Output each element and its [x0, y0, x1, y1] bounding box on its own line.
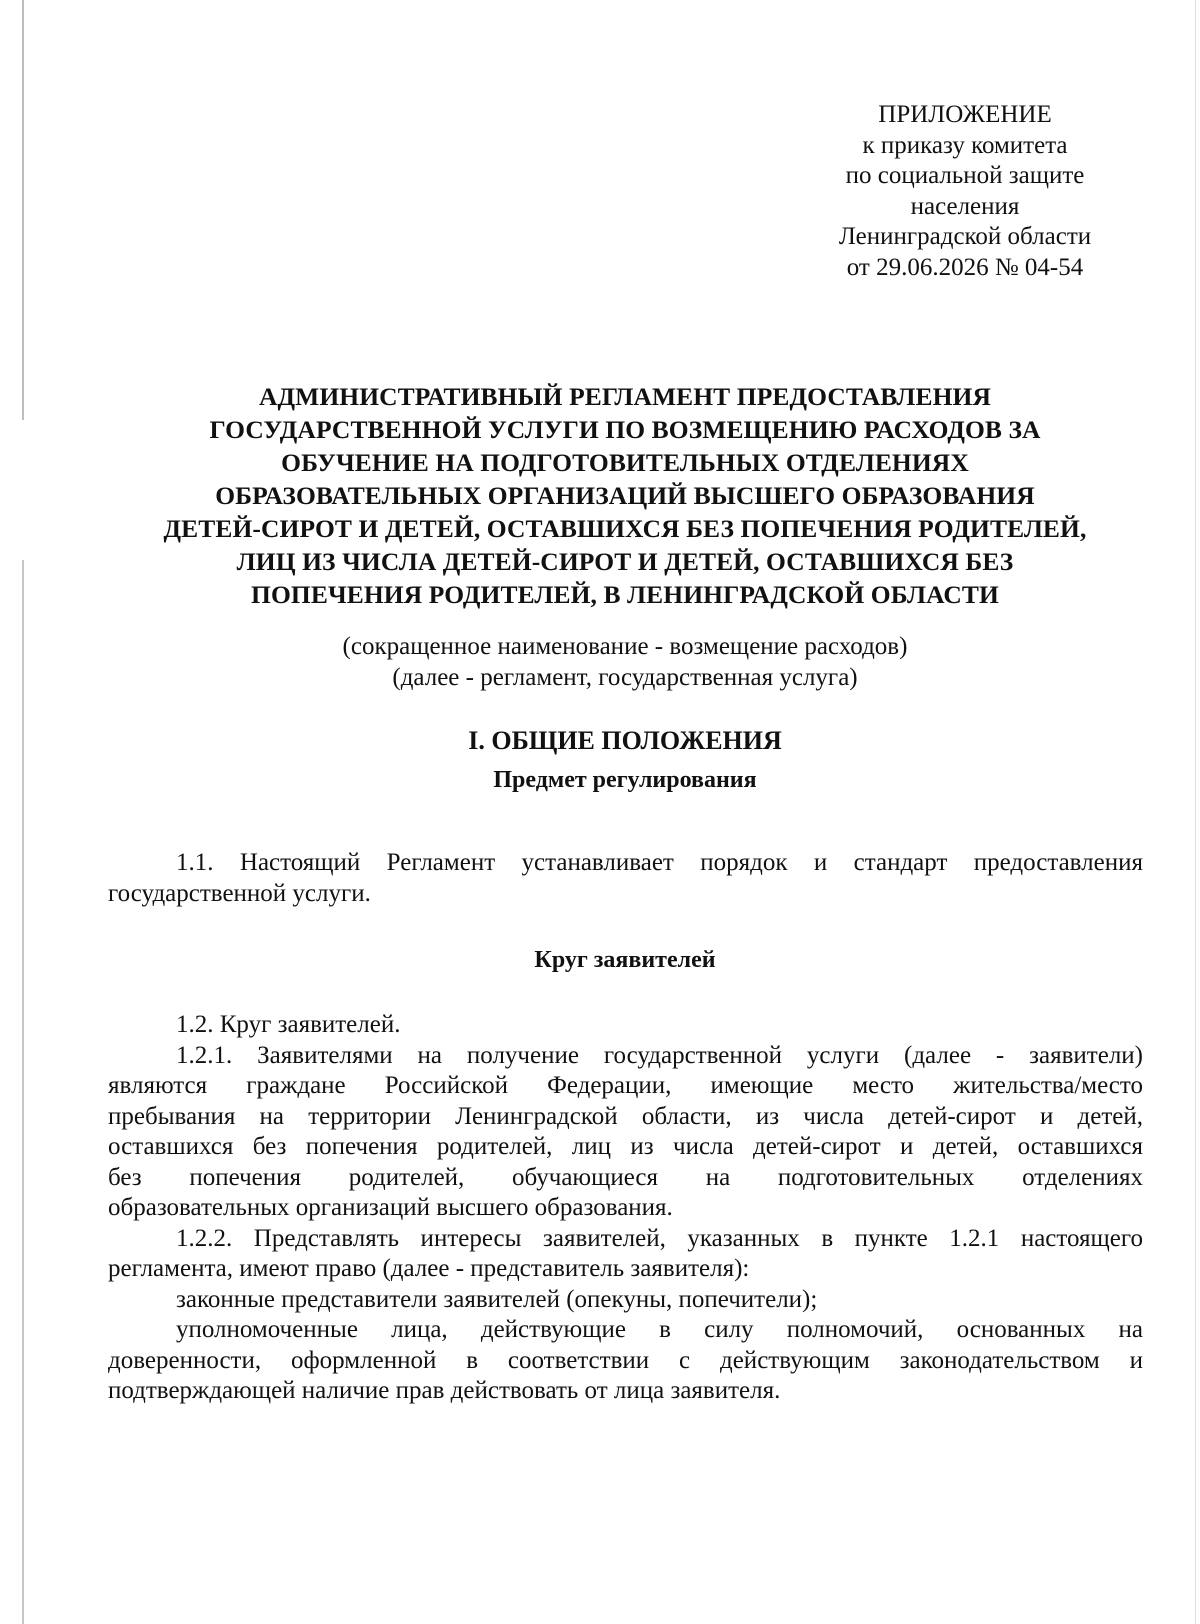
appendix-line: ПРИЛОЖЕНИЕ	[878, 101, 1052, 128]
appendix-line: к приказу комитета	[862, 131, 1068, 159]
subtitle-line: (далее - регламент, государственная услуга)	[392, 663, 858, 691]
title-line: ОБРАЗОВАТЕЛЬНЫХ ОРГАНИЗАЦИЙ ВЫСШЕГО ОБРАЗОВАНИЯ	[215, 481, 1035, 510]
paragraph-line: государственной услуги.	[108, 879, 371, 907]
title-line: ГОСУДАРСТВЕННОЙ УСЛУГИ ПО ВОЗМЕЩЕНИЮ РАСХОДОВ ЗА	[209, 415, 1041, 444]
title-line: ЛИЦ ИЗ ЧИСЛА ДЕТЕЙ-СИРОТ И ДЕТЕЙ, ОСТАВШИХСЯ БЕЗ	[236, 547, 1014, 576]
subsection-heading: Предмет регулирования	[493, 767, 757, 793]
document-subtitle	[105, 632, 1145, 693]
paragraph-line: оставшихся без попечения родителей, лиц из числа детей-сирот и детей, оставшихся	[108, 1133, 1143, 1160]
paragraph-line: 1.2. Круг заявителей.	[176, 1011, 401, 1038]
paragraph-line: образовательных организаций высшего образования.	[108, 1194, 673, 1221]
paragraph-line: 1.2.2. Представлять интересы заявителей, указанных в пункте 1.2.1 настоящего	[176, 1224, 1143, 1252]
document-title	[105, 380, 1145, 611]
title-line: ПОПЕЧЕНИЯ РОДИТЕЛЕЙ, В ЛЕНИНГРАДСКОЙ ОБЛАСТИ	[251, 580, 999, 609]
paragraph-line: 1.1. Настоящий Регламент устанавливает порядок и стандарт предоставления	[176, 849, 1143, 876]
paragraph-line: пребывания на территории Ленинградской области, из числа детей-сирот и детей,	[108, 1102, 1143, 1130]
title-line: ОБУЧЕНИЕ НА ПОДГОТОВИТЕЛЬНЫХ ОТДЕЛЕНИЯХ	[281, 448, 969, 477]
title-line: АДМИНИСТРАТИВНЫЙ РЕГЛАМЕНТ ПРЕДОСТАВЛЕНИЯ	[259, 382, 991, 411]
subtitle-line: (сокращенное наименование - возмещение расходов)	[342, 633, 908, 660]
paragraph-line: регламента, имеют право (далее - представитель заявителя):	[108, 1255, 750, 1282]
subsection-heading: Круг заявителей	[534, 947, 716, 973]
paragraph-line: без попечения родителей, обучающиеся на подготовительных отделениях	[108, 1163, 1143, 1191]
appendix-line: населения	[910, 192, 1020, 220]
scan-edge-right	[1195, 0, 1196, 1624]
paragraph-line: подтверждающей наличие прав действовать от лица заявителя.	[108, 1377, 781, 1404]
scan-edge-left	[22, 0, 24, 1624]
paragraph-line: являются граждане Российской Федерации, имеющие место жительства/место	[108, 1072, 1143, 1099]
appendix-order-date: от 29.06.2026 № 04-54	[846, 253, 1084, 281]
paragraph-1-1	[108, 848, 1143, 909]
paragraph-1-2	[108, 1010, 1143, 1407]
appendix-line: по социальной защите	[845, 162, 1085, 189]
paragraph-line: уполномоченные лица, действующие в силу полномочий, основанных на	[176, 1316, 1143, 1343]
title-line: ДЕТЕЙ-СИРОТ И ДЕТЕЙ, ОСТАВШИХСЯ БЕЗ ПОПЕЧЕНИЯ РОДИТЕЛЕЙ,	[163, 514, 1087, 543]
paragraph-line: доверенности, оформленной в соответствии с действующим законодательством и	[108, 1346, 1143, 1374]
paragraph-line: 1.2.1. Заявителями на получение государственной услуги (далее - заявители)	[176, 1041, 1143, 1069]
paragraph-line: законные представители заявителей (опекуны, попечители);	[176, 1285, 818, 1313]
appendix-header	[790, 100, 1140, 283]
appendix-line: Ленинградской области	[838, 223, 1092, 250]
section-heading: I. ОБЩИЕ ПОЛОЖЕНИЯ	[468, 726, 782, 755]
